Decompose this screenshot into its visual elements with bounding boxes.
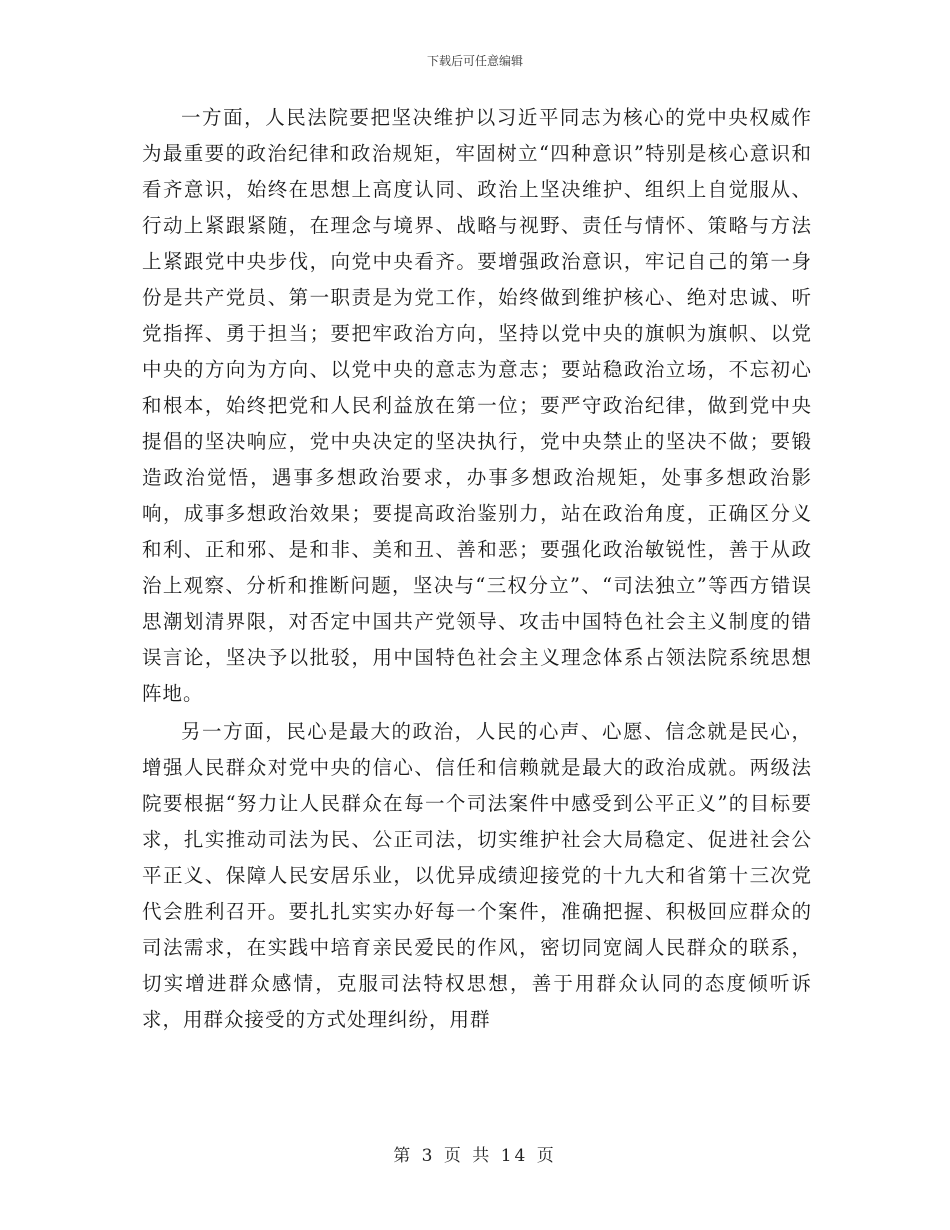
- page-footer: 第 3 页 共 14 页: [393, 1146, 557, 1166]
- paragraph-2: 另一方面，民心是最大的政治，人民的心声、心愿、信念就是民心，增强人民群众对党中央的信心、信任和信赖就是最大的政治成就。两级法院要根据“努力让人民群众在每一个司法案件中感受到公平正义”的目标要求，扎实推动司法为民、公正司法，切实维护社会大局稳定、促进社会公平正义、保障人民安居乐业，以优异成绩迎接党的十九大和省第十三次党代会胜利召开。要扎扎实实办好每一个案件，准确把握、积极回应群众的司法需求，在实践中培育亲民爱民的作风，密切同宽阔人民群众的联系，切实增进群众感情，克服司法特权思想，善于用群众认同的态度倾听诉求，用群众接受的方式处理纠纷，用群: [142, 720, 812, 1031]
- paragraph-1: 一方面，人民法院要把坚决维护以习近平同志为核心的党中央权威作为最重要的政治纪律和政治规矩，牢固树立“四种意识”特别是核心意识和看齐意识，始终在思想上高度认同、政治上坚决维护、组织上自觉服从、行动上紧跟紧随，在理念与境界、战略与视野、责任与情怀、策略与方法上紧跟党中央步伐，向党中央看齐。要增强政治意识，牢记自己的第一身份是共产党员、第一职责是为党工作，始终做到维护核心、绝对忠诚、听党指挥、勇于担当；要把牢政治方向，坚持以党中央的旗帜为旗帜、以党中央的方向为方向、以党中央的意志为意志；要站稳政治立场，不忘初心和根本，始终把党和人民利益放在第一位；要严守政治纪律，做到党中央提倡的坚决响应，党中央决定的坚决执行，党中央禁止的坚决不做；要锻造政治觉悟，遇事多想政治要求，办事多想政治规矩，处事多想政治影响，成事多想政治效果；要提高政治鉴别力，站在政治角度，正确区分义和利、正和邪、是和非、美和丑、善和恶；要强化政治敏锐性，善于从政治上观察、分析和推断问题，坚决与“三权分立”、“司法独立”等西方错误思潮划清界限，对否定中国共产党领导、攻击中国特色社会主义制度的错误言论，坚决予以批驳，用中国特色社会主义理念体系占领法院系统思想阵地。: [142, 106, 812, 705]
- document-body: [142, 100, 812, 1038]
- page-header: 下载后可任意编辑: [426, 54, 523, 68]
